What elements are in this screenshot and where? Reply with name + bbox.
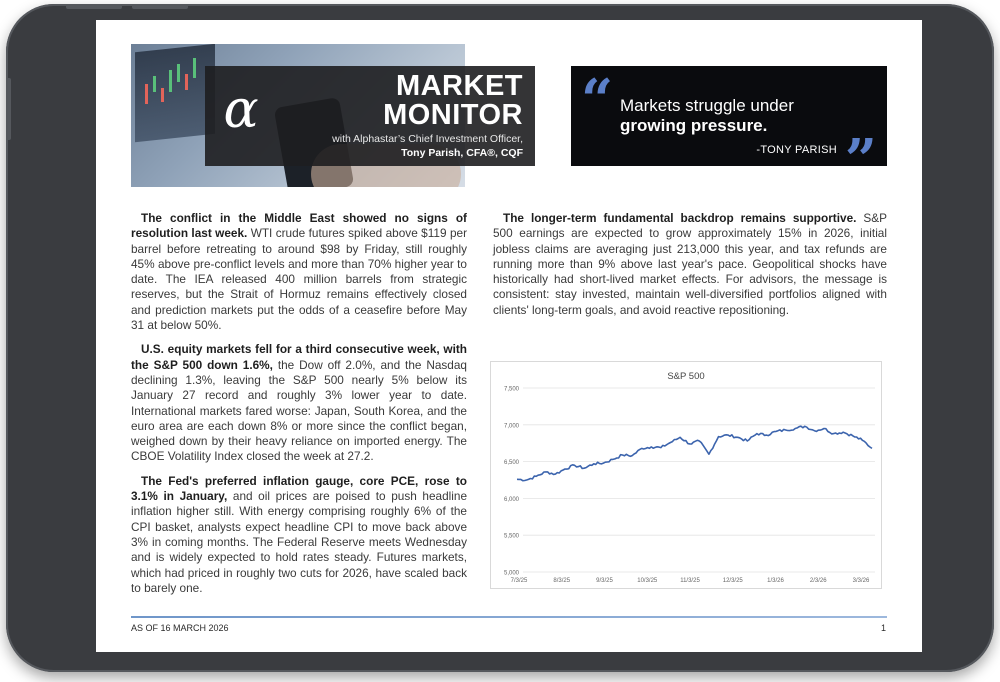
quote-line: Markets struggle under (620, 96, 794, 115)
open-quote-icon: “ (581, 67, 614, 133)
footer-divider (131, 616, 887, 618)
x-tick-label: 10/3/25 (637, 578, 658, 584)
footer-date: AS OF 16 MARCH 2026 (131, 623, 229, 633)
pull-quote (571, 66, 887, 193)
page-subtitle (332, 132, 523, 160)
x-tick-label: 1/3/26 (767, 578, 784, 584)
tablet-frame (6, 4, 994, 672)
x-tick-label: 11/3/25 (680, 578, 700, 584)
paragraph (131, 342, 467, 464)
x-tick-label: 8/3/25 (553, 578, 571, 584)
document-page (96, 20, 922, 652)
y-tick-label: 7,500 (503, 386, 519, 393)
quote-author: -TONY PARISH (756, 144, 837, 156)
left-column (131, 211, 467, 605)
x-tick-label: 3/3/26 (852, 578, 870, 584)
x-tick-label: 2/3/26 (809, 578, 827, 584)
y-tick-label: 5,000 (503, 570, 519, 577)
title-line-market: MARKET (395, 70, 523, 102)
paragraph-lead: The longer-term fundamental backdrop remains supportive. (503, 211, 857, 225)
paragraph (131, 211, 467, 333)
alphastar-logo: α (223, 80, 259, 140)
sp500-line (517, 426, 872, 481)
y-tick-label: 6,000 (503, 496, 519, 503)
x-tick-label: 7/3/25 (510, 578, 528, 584)
sp500-chart (490, 361, 882, 589)
right-column (493, 211, 887, 327)
tablet-button (132, 4, 188, 9)
paragraph (131, 474, 467, 596)
y-tick-label: 6,500 (503, 460, 519, 467)
paragraph-lead: The conflict in the Middle East showed no signs of resolution last week. (131, 211, 467, 241)
quote-line-bold: growing pressure. (620, 116, 768, 135)
paragraph-text: S&P 500 earnings are expected to grow approximately 15% in 2026, initial jobless claims are averaging just 213,000 this year, and tax refunds are running more than 9% above last year's pace. Geopolitical shocks have historically had short-lived market effects. For advisors, the message is consistent: stay invested, maintain well-diversified portfolios aligned with clients' long-term goals, and avoid reactive repositioning. (493, 211, 887, 317)
x-tick-label: 12/3/25 (722, 578, 743, 584)
sp500-chart-svg (491, 362, 881, 588)
page-title (383, 72, 523, 130)
author-credentials: Tony Parish, CFA®, CQF (401, 147, 523, 159)
paragraph-text: WTI crude futures spiked above $119 per barrel before retreating to around $98 by Friday, still roughly 45% above pre-conflict levels and more than 70% higher year to date. The IEA released 400 million barrels from strategic reserves, but the Strait of Hormuz remains effectively closed and prediction markets put the odds of a ceasefire before May 31 at below 50%. (131, 226, 467, 333)
title-line-monitor: MONITOR (383, 99, 523, 131)
tablet-side-button (6, 78, 11, 140)
page-number: 1 (880, 623, 886, 633)
x-tick-label: 9/3/25 (596, 578, 613, 584)
paragraph-lead: The Fed's preferred inflation gauge, core PCE, rose to 3.1% in January, (131, 473, 467, 504)
y-tick-label: 7,000 (503, 423, 519, 430)
subtitle-line: with Alphastar’s Chief Investment Officer, (332, 133, 523, 145)
paragraph (493, 211, 887, 318)
tablet-button (66, 4, 122, 9)
title-box (205, 66, 535, 166)
y-tick-label: 5,500 (503, 533, 519, 540)
close-quote-icon: ” (844, 127, 877, 193)
chart-title: S&P 500 (667, 371, 705, 382)
paragraph-lead: U.S. equity markets fell for a third consecutive week, with the S&P 500 down 1.6%, (131, 342, 467, 372)
paragraph-text: the Dow off 2.0%, and the Nasdaq declining 1.3%, leaving the S&P 500 nearly 5% below its January 27 record and roughly 3% lower year to date. International markets fared worse: Japan, South Korea, and the euro area are each down 8% or more since the conflict began, weighed down by their heavy reliance on imported energy. The CBOE Volatility Index closed the week at 27.2. (131, 357, 467, 464)
paragraph-text: and oil prices are poised to push headline inflation higher still. With energy comprising roughly 6% of the CPI basket, analysts expect headline CPI to move back above 3% in coming months. The Federal Reserve meets Wednesday and is widely expected to hold rates steady. Futures markets, which had priced in roughly two cuts for 2026, have scaled back to barely one. (131, 489, 468, 595)
